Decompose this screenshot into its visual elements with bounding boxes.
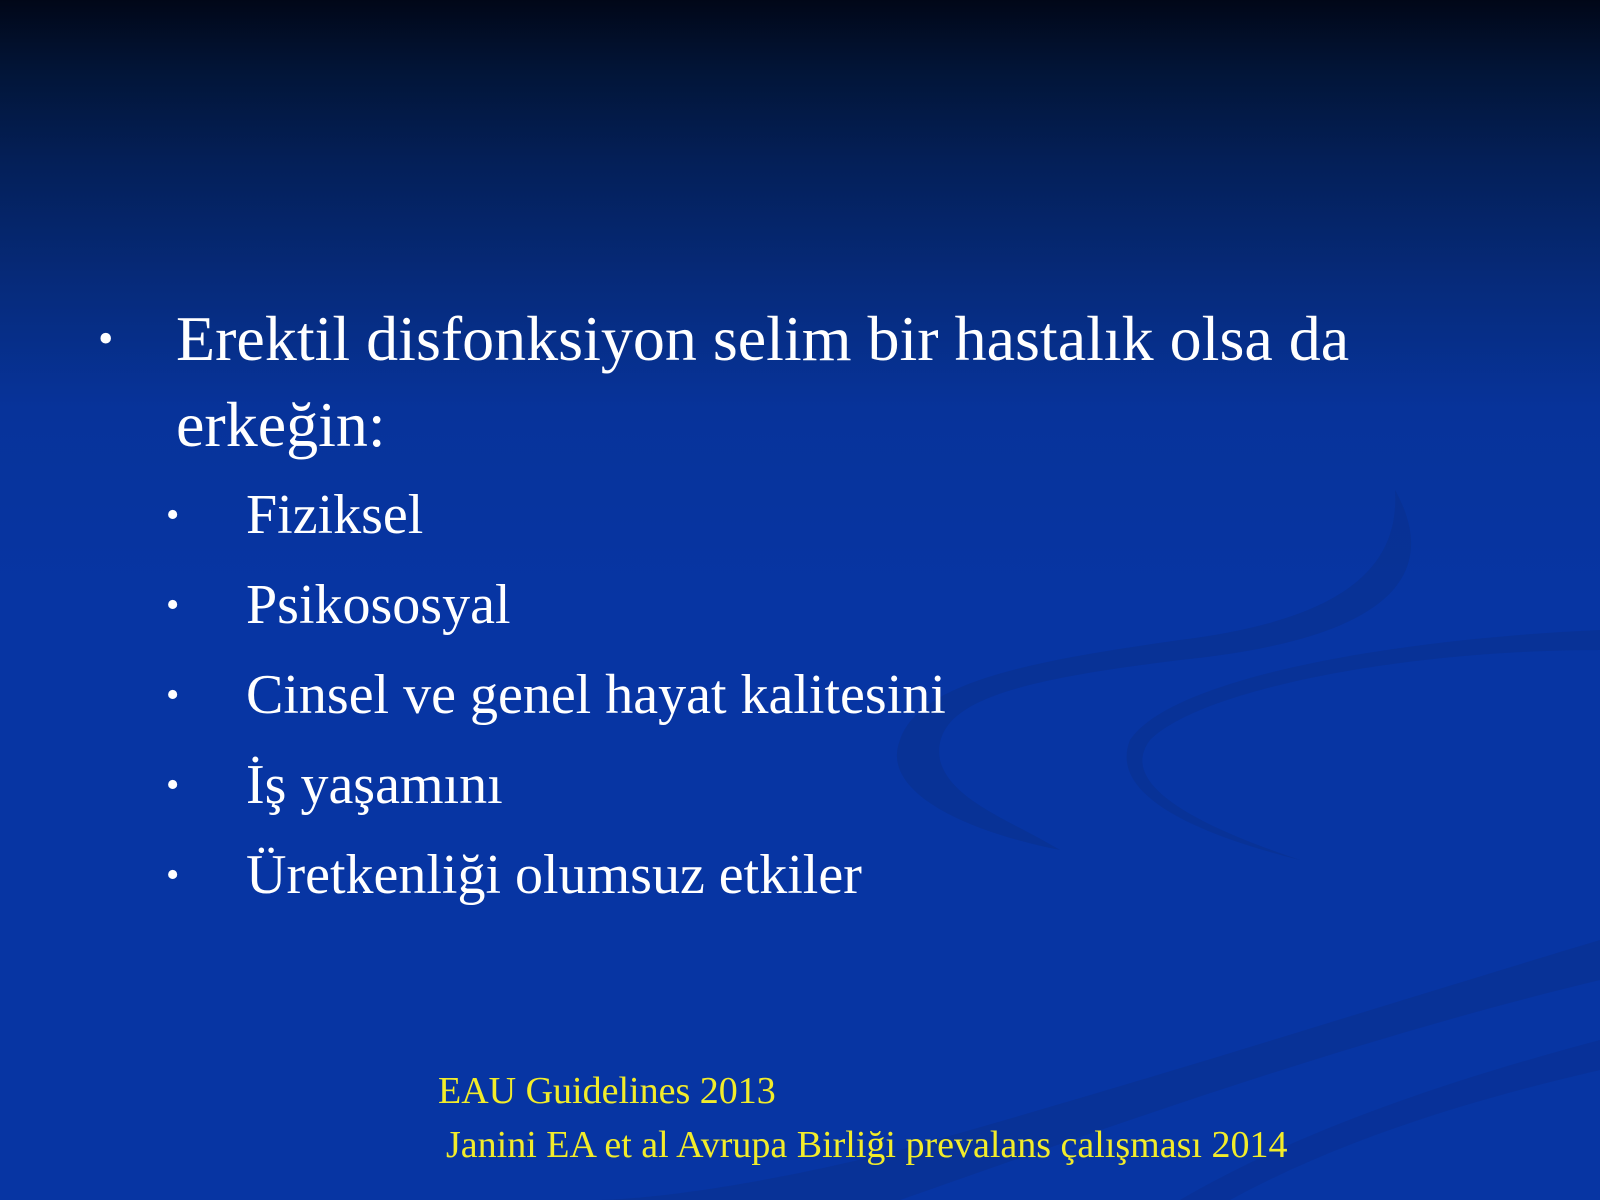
bullet-icon: • xyxy=(166,854,180,896)
bullet-icon: • xyxy=(98,314,114,363)
sub-bullet-text: Üretkenliği olumsuz etkiler xyxy=(246,844,862,906)
sub-bullet-item xyxy=(166,830,946,920)
sub-bullet-item xyxy=(166,560,946,650)
sub-bullet-text: Psikososyal xyxy=(246,574,511,636)
bullet-icon: • xyxy=(166,764,180,806)
main-bullet-text: Erektil disfonksiyon selim bir hastalık olsa da erkeğin: xyxy=(176,303,1350,460)
bullet-icon: • xyxy=(166,674,180,716)
sub-bullet-list xyxy=(166,470,946,920)
sub-bullet-text: Cinsel ve genel hayat kalitesini xyxy=(246,664,946,726)
sub-bullet-item xyxy=(166,740,946,830)
sub-bullet-item xyxy=(166,650,946,740)
main-bullet-point xyxy=(98,296,1558,468)
reference-line: EAU Guidelines 2013 xyxy=(438,1070,776,1112)
bullet-icon: • xyxy=(166,494,180,536)
bullet-icon: • xyxy=(166,584,180,626)
sub-bullet-item xyxy=(166,470,946,560)
reference-line: Janini EA et al Avrupa Birliği prevalans çalışması 2014 xyxy=(446,1124,1288,1166)
references xyxy=(438,1064,1287,1172)
sub-bullet-text: İş yaşamını xyxy=(246,754,503,816)
sub-bullet-text: Fiziksel xyxy=(246,484,424,546)
